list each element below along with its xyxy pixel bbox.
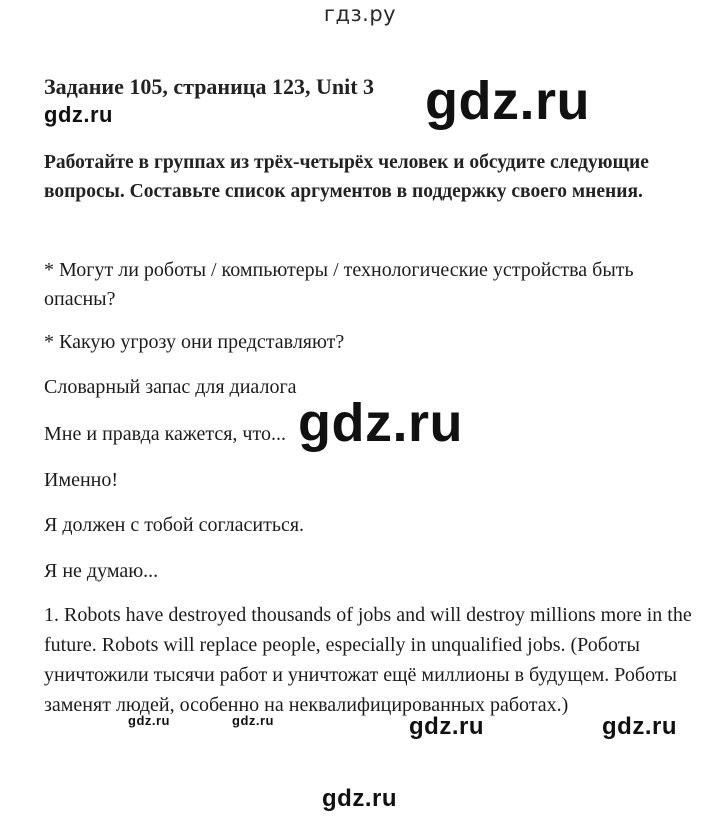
watermark-logo: gdz.ru xyxy=(425,71,590,131)
task-instructions: Работайте в группах из трёх-четырёх человек и обсудите следующие вопросы. Составьте список аргументов в поддержку своего мнения. xyxy=(44,152,649,202)
question-2: * Какую угрозу они представляют? xyxy=(44,331,345,353)
watermark-logo: gdz.ru xyxy=(298,393,463,453)
phrase-4: Я не думаю... xyxy=(44,560,159,582)
phrase-2: Именно! xyxy=(44,469,119,491)
watermark-logo: gdz.ru xyxy=(232,713,274,728)
watermark-logo: gdz.ru xyxy=(602,713,677,740)
watermark-logo: gdz.ru xyxy=(409,713,484,740)
site-header[interactable]: гдз.ру xyxy=(323,2,397,26)
watermark-logo: gdz.ru xyxy=(322,785,397,812)
answer-text: 1. Robots have destroyed thousands of jobs and will destroy millions more in the future. Robots will replace people, especially in unqualified jobs. (Роботы уничтожили тысячи работ и уничтожат ещё миллионы в будущем. Роботы заменят людей, особенно на неквалифицированных работах.) xyxy=(44,604,692,716)
page-title: Задание 105, страница 123, Unit 3 xyxy=(44,74,375,99)
question-1: * Могут ли роботы / компьютеры / технологические устройства быть опасны? xyxy=(44,259,634,310)
watermark-logo: gdz.ru xyxy=(128,713,170,728)
phrase-1: Мне и правда кажется, что... xyxy=(44,423,286,445)
phrase-3: Я должен с тобой согласиться. xyxy=(44,514,305,536)
watermark-logo: gdz.ru xyxy=(44,102,113,127)
vocab-heading: Словарный запас для диалога xyxy=(44,376,297,398)
